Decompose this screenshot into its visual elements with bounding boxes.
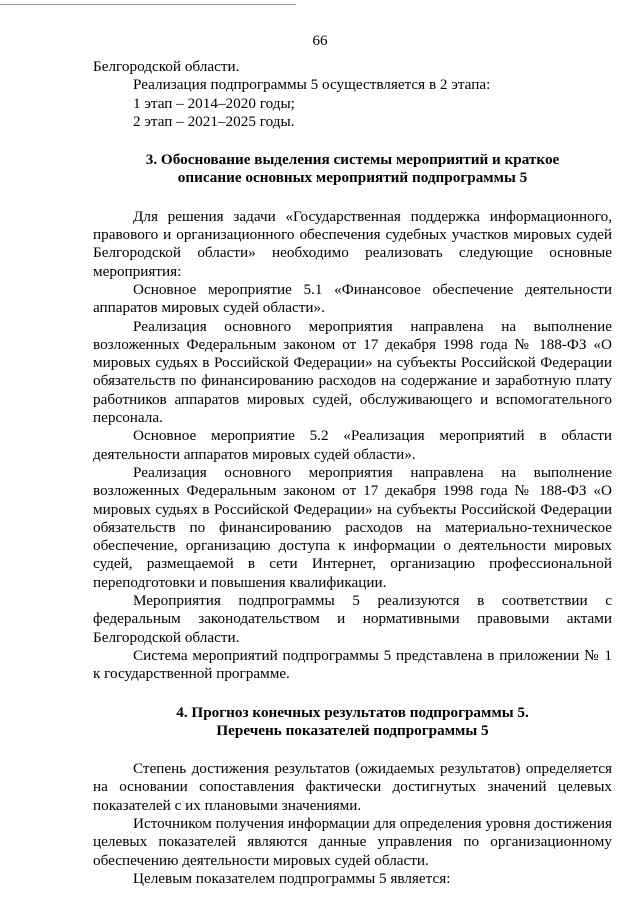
paragraph-stages-intro: Реализация подпрограммы 5 осуществляется в 2 этапа: — [133, 76, 491, 94]
paragraph-appendix-reference: Система мероприятий подпрограммы 5 представлена в приложении № 1 к государственной программе. — [93, 646, 612, 683]
paragraph-target-indicator: Целевым показателем подпрограммы 5 является: — [133, 869, 451, 887]
spacer — [93, 740, 612, 760]
paragraph-information-source: Источником получения информации для определения уровня достижения целевых показателей являются данные управления по организационному обеспечению деятельности мировых судей области. — [93, 814, 612, 869]
paragraph-achievement-degree: Степень достижения результатов (ожидаемых результатов) определяется на основании сопоставления фактически достигнутых значений целевых показателей с их плановыми значениями. — [93, 760, 612, 814]
paragraph-continuation: Белгородской области. — [93, 58, 240, 75]
paragraph-task: Для решения задачи «Государственная поддержка информационного, правового и организационного обеспечения судебных участков мировых судей Белгородской области» необходимо реализовать следующие основные мероприятия: — [93, 207, 612, 280]
spacer — [93, 684, 612, 704]
paragraph-stage-2: 2 этап – 2021–2025 годы. — [133, 112, 295, 130]
section-4-heading-line-1: 4. Прогноз конечных результатов подпрограммы 5. — [176, 703, 529, 721]
document-body — [93, 58, 612, 888]
paragraph-measure-5-2-details: Реализация основного мероприятия направлена на выполнение возложенных Федеральным законом от 17 декабря 1998 года № 188-ФЗ «О мировых судьях в Российской Федерации» на субъекты Российской Федерации обязательств по финансированию расходов на материально-техническое обеспечение, организацию доступа к информации о деятельности мировых судей, размещаемой в сети Интернет, организацию профессиональной переподготовки и повышения квалификации. — [93, 463, 612, 591]
scan-edge-line — [200, 4, 296, 5]
section-3-heading-line-1: 3. Обоснование выделения системы мероприятий и краткое — [145, 151, 560, 169]
scan-edge-line — [92, 4, 200, 5]
paragraph-measure-5-1-details: Реализация основного мероприятия направлена на выполнение возложенных Федеральным законом от 17 декабря 1998 года № 188-ФЗ «О мировых судьях в Российской Федерации» на субъекты Российской Федерации обязательств по финансированию расходов на содержание и заработную плату работников аппаратов мировых судей, обслуживающего и вспомогательного персонала. — [93, 317, 612, 427]
paragraph-measure-5-2: Основное мероприятие 5.2 «Реализация мероприятий в области деятельности аппаратов мировых судей области». — [93, 427, 612, 463]
spacer — [93, 188, 612, 208]
spacer — [93, 131, 612, 151]
paragraph-measure-5-1: Основное мероприятие 5.1 «Финансовое обеспечение деятельности аппаратов мировых судей области». — [93, 280, 612, 317]
scan-edge-line — [0, 4, 92, 5]
paragraph-legislation: Мероприятия подпрограммы 5 реализуются в соответствии с федеральным законодательством и нормативными правовыми актами Белгородской области. — [93, 592, 612, 646]
section-4-heading-line-2: Перечень показателей подпрограммы 5 — [216, 721, 489, 739]
section-3-heading-line-2: описание основных мероприятий подпрограммы 5 — [177, 169, 528, 187]
paragraph-stage-1: 1 этап – 2014–2020 годы; — [133, 94, 295, 112]
page-number: 66 — [312, 33, 328, 49]
